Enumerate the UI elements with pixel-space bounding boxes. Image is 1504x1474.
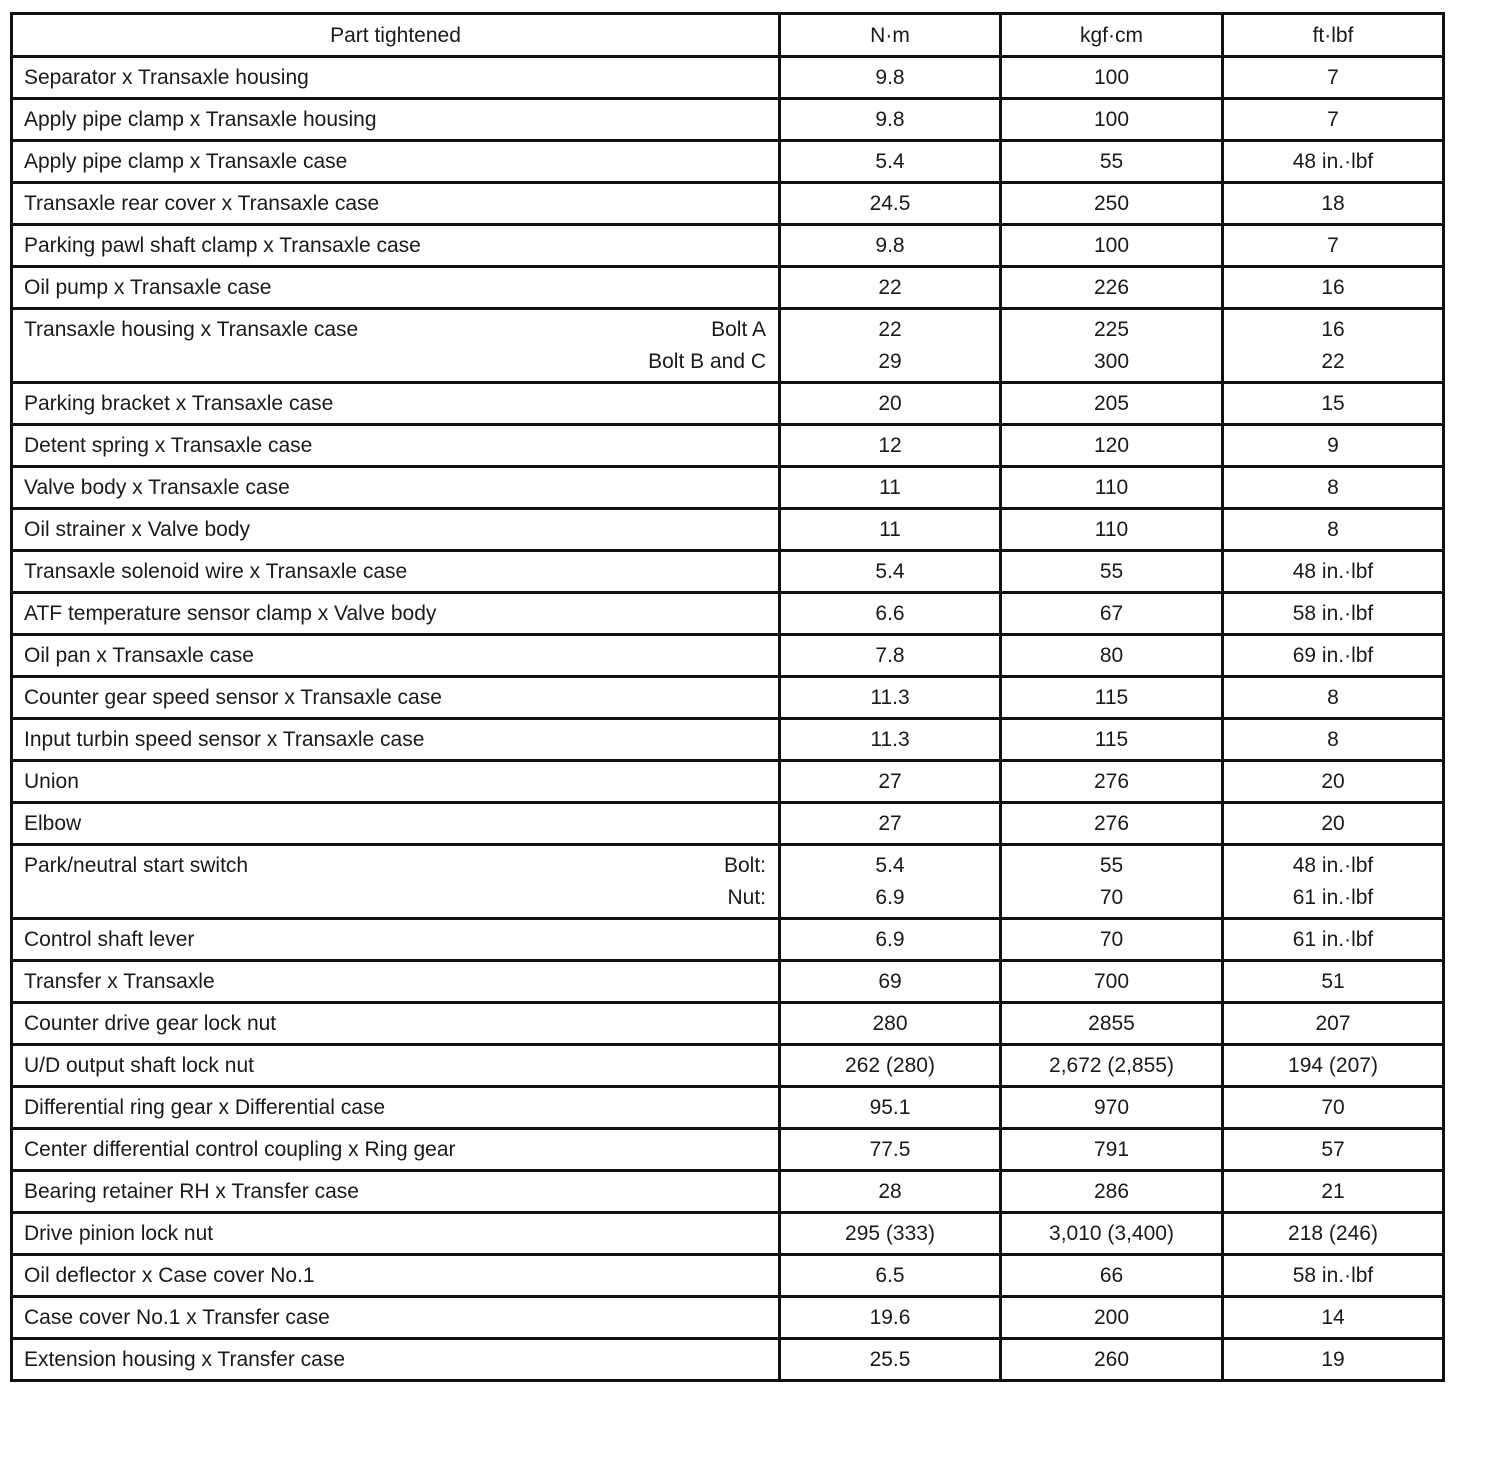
ft-lbf-value: 218 (246) bbox=[1223, 1213, 1444, 1255]
part-name: Separator x Transaxle housing bbox=[12, 57, 780, 99]
part-name: Apply pipe clamp x Transaxle housing bbox=[12, 99, 780, 141]
ft-lbf-value: 7 bbox=[1223, 225, 1444, 267]
part-name: U/D output shaft lock nut bbox=[12, 1045, 780, 1087]
table-row bbox=[12, 1045, 1444, 1087]
nm-value: 11 bbox=[780, 467, 1001, 509]
kgf-cm-value: 700 bbox=[1001, 961, 1223, 1003]
table-row bbox=[12, 183, 1444, 225]
table-row bbox=[12, 1129, 1444, 1171]
kgf-cm-value: 3,010 (3,400) bbox=[1001, 1213, 1223, 1255]
table-row bbox=[12, 961, 1444, 1003]
ft-lbf-value: 207 bbox=[1223, 1003, 1444, 1045]
nm-value: 28 bbox=[780, 1171, 1001, 1213]
nm-value: 29 bbox=[878, 349, 902, 373]
nm-value: 11.3 bbox=[780, 677, 1001, 719]
part-name: Transfer x Transaxle bbox=[12, 961, 780, 1003]
part-name: Control shaft lever bbox=[12, 919, 780, 961]
nm-value: 262 (280) bbox=[780, 1045, 1001, 1087]
table-row bbox=[12, 845, 1444, 919]
kgf-cm-value: 70 bbox=[1001, 919, 1223, 961]
table-row bbox=[12, 57, 1444, 99]
ft-lbf-value: 22 bbox=[1321, 349, 1345, 373]
ft-lbf-value: 8 bbox=[1223, 467, 1444, 509]
nm-value: 27 bbox=[780, 803, 1001, 845]
kgf-cm-value: 55 bbox=[1001, 141, 1223, 183]
table-row bbox=[12, 1171, 1444, 1213]
nm-value: 9.8 bbox=[780, 225, 1001, 267]
ft-lbf-value: 61 in.·lbf bbox=[1292, 885, 1374, 909]
nm-value: 5.4 bbox=[780, 141, 1001, 183]
nm-value: 19.6 bbox=[780, 1297, 1001, 1339]
table-row bbox=[12, 467, 1444, 509]
kgf-cm-value: 110 bbox=[1001, 467, 1223, 509]
nm-value: 69 bbox=[780, 961, 1001, 1003]
table-row bbox=[12, 1339, 1444, 1381]
kgf-cm-value: 791 bbox=[1001, 1129, 1223, 1171]
ft-lbf-value: 14 bbox=[1223, 1297, 1444, 1339]
part-name: Union bbox=[12, 761, 780, 803]
nm-value: 22 bbox=[780, 267, 1001, 309]
kgf-cm-value: 66 bbox=[1001, 1255, 1223, 1297]
ft-lbf-value: 57 bbox=[1223, 1129, 1444, 1171]
part-name: Case cover No.1 x Transfer case bbox=[12, 1297, 780, 1339]
part-name: Parking bracket x Transaxle case bbox=[12, 383, 780, 425]
ft-lbf-value: 9 bbox=[1223, 425, 1444, 467]
table-row bbox=[12, 761, 1444, 803]
nm-value: 280 bbox=[780, 1003, 1001, 1045]
kgf-cm-value: 100 bbox=[1001, 99, 1223, 141]
part-name: Oil strainer x Valve body bbox=[12, 509, 780, 551]
nm-value: 95.1 bbox=[780, 1087, 1001, 1129]
kgf-cm-value: 115 bbox=[1001, 719, 1223, 761]
part-name: ATF temperature sensor clamp x Valve body bbox=[12, 593, 780, 635]
nm-value: 5.4 bbox=[875, 853, 905, 877]
table-row bbox=[12, 225, 1444, 267]
part-name: Elbow bbox=[12, 803, 780, 845]
table-row bbox=[12, 1255, 1444, 1297]
ft-lbf-value: 51 bbox=[1223, 961, 1444, 1003]
ft-lbf-value: 61 in.·lbf bbox=[1223, 919, 1444, 961]
part-name: Input turbin speed sensor x Transaxle case bbox=[12, 719, 780, 761]
nm-value: 20 bbox=[780, 383, 1001, 425]
sub-labels bbox=[648, 314, 766, 378]
part-split bbox=[24, 314, 778, 378]
part-cell bbox=[12, 309, 780, 383]
nm-value: 24.5 bbox=[780, 183, 1001, 225]
ft-lbf-value: 18 bbox=[1223, 183, 1444, 225]
kgf-cm-value: 120 bbox=[1001, 425, 1223, 467]
part-name: Counter drive gear lock nut bbox=[12, 1003, 780, 1045]
ft-lbf-value: 48 in.·lbf bbox=[1223, 141, 1444, 183]
ft-lbf-value: 15 bbox=[1223, 383, 1444, 425]
table-row bbox=[12, 141, 1444, 183]
nm-value-cell bbox=[780, 845, 1001, 919]
ft-lbf-value: 8 bbox=[1223, 719, 1444, 761]
table-row bbox=[12, 99, 1444, 141]
ft-lbf-value: 16 bbox=[1321, 317, 1345, 341]
ft-lbf-value: 194 (207) bbox=[1223, 1045, 1444, 1087]
part-name: Transaxle housing x Transaxle case bbox=[24, 317, 359, 341]
kgf-cm-value: 55 bbox=[1099, 853, 1124, 877]
nm-value: 11.3 bbox=[780, 719, 1001, 761]
nm-value: 5.4 bbox=[780, 551, 1001, 593]
table-row bbox=[12, 803, 1444, 845]
ft-lbf-value: 21 bbox=[1223, 1171, 1444, 1213]
ft-lbf-value: 16 bbox=[1223, 267, 1444, 309]
fastener-label: Bolt: bbox=[723, 853, 766, 877]
kgf-cm-value: 100 bbox=[1001, 57, 1223, 99]
part-cell bbox=[12, 845, 780, 919]
ft-lbf-value: 8 bbox=[1223, 677, 1444, 719]
part-name: Oil pan x Transaxle case bbox=[12, 635, 780, 677]
kgf-cm-value: 55 bbox=[1001, 551, 1223, 593]
kgf-cm-value: 226 bbox=[1001, 267, 1223, 309]
kgf-cm-value: 250 bbox=[1001, 183, 1223, 225]
fastener-label: Bolt B and C bbox=[648, 349, 766, 373]
nm-value: 9.8 bbox=[780, 57, 1001, 99]
part-name: Differential ring gear x Differential case bbox=[12, 1087, 780, 1129]
kgf-cm-value: 110 bbox=[1001, 509, 1223, 551]
kgf-cm-value: 70 bbox=[1099, 885, 1124, 909]
ft-lbf-value: 48 in.·lbf bbox=[1292, 853, 1374, 877]
ft-lbf-value: 8 bbox=[1223, 509, 1444, 551]
ft-lbf-value: 20 bbox=[1223, 761, 1444, 803]
nm-value: 12 bbox=[780, 425, 1001, 467]
nm-value: 9.8 bbox=[780, 99, 1001, 141]
table-row bbox=[12, 1087, 1444, 1129]
table-row bbox=[12, 1003, 1444, 1045]
torque-specification-table bbox=[10, 12, 1445, 1382]
ft-lbf-value: 7 bbox=[1223, 99, 1444, 141]
kgf-cm-value: 286 bbox=[1001, 1171, 1223, 1213]
kgf-cm-value: 100 bbox=[1001, 225, 1223, 267]
table-row bbox=[12, 1213, 1444, 1255]
kgf-cm-value: 276 bbox=[1001, 803, 1223, 845]
kgf-cm-value: 67 bbox=[1001, 593, 1223, 635]
nm-value: 22 bbox=[878, 317, 902, 341]
part-name: Drive pinion lock nut bbox=[12, 1213, 780, 1255]
part-name: Transaxle rear cover x Transaxle case bbox=[12, 183, 780, 225]
table-row bbox=[12, 509, 1444, 551]
table-row bbox=[12, 267, 1444, 309]
ft-lbf-value: 58 in.·lbf bbox=[1223, 1255, 1444, 1297]
part-name: Parking pawl shaft clamp x Transaxle case bbox=[12, 225, 780, 267]
fastener-label: Bolt A bbox=[711, 317, 766, 341]
header-kgf-cm: kgf·cm bbox=[1001, 14, 1223, 57]
kgf-cm-value: 200 bbox=[1001, 1297, 1223, 1339]
table-row bbox=[12, 383, 1444, 425]
kgf-cm-value: 300 bbox=[1093, 349, 1130, 373]
part-name: Valve body x Transaxle case bbox=[12, 467, 780, 509]
kgf-cm-value: 80 bbox=[1001, 635, 1223, 677]
part-split bbox=[24, 850, 778, 914]
kgf-cm-value: 276 bbox=[1001, 761, 1223, 803]
ft-lbf-value: 7 bbox=[1223, 57, 1444, 99]
ft-lbf-value: 19 bbox=[1223, 1339, 1444, 1381]
part-name: Oil deflector x Case cover No.1 bbox=[12, 1255, 780, 1297]
part-name: Center differential control coupling x Ring gear bbox=[12, 1129, 780, 1171]
table-row bbox=[12, 309, 1444, 383]
part-name: Apply pipe clamp x Transaxle case bbox=[12, 141, 780, 183]
ft-lbf-value: 48 in.·lbf bbox=[1223, 551, 1444, 593]
kgf-cm-value: 205 bbox=[1001, 383, 1223, 425]
fastener-label: Nut: bbox=[727, 885, 766, 909]
table-row bbox=[12, 425, 1444, 467]
nm-value: 11 bbox=[780, 509, 1001, 551]
ft-lbf-value-cell bbox=[1223, 845, 1444, 919]
kgf-cm-value-cell bbox=[1001, 309, 1223, 383]
part-name: Counter gear speed sensor x Transaxle case bbox=[12, 677, 780, 719]
header-newton-meter: N·m bbox=[780, 14, 1001, 57]
part-name: Extension housing x Transfer case bbox=[12, 1339, 780, 1381]
table-row bbox=[12, 1297, 1444, 1339]
table-row bbox=[12, 919, 1444, 961]
kgf-cm-value: 225 bbox=[1093, 317, 1130, 341]
nm-value: 6.9 bbox=[780, 919, 1001, 961]
sub-labels bbox=[724, 850, 766, 914]
table-row bbox=[12, 677, 1444, 719]
nm-value: 295 (333) bbox=[780, 1213, 1001, 1255]
ft-lbf-value: 69 in.·lbf bbox=[1223, 635, 1444, 677]
kgf-cm-value-cell bbox=[1001, 845, 1223, 919]
table-row bbox=[12, 551, 1444, 593]
ft-lbf-value: 58 in.·lbf bbox=[1223, 593, 1444, 635]
kgf-cm-value: 970 bbox=[1001, 1087, 1223, 1129]
part-name: Bearing retainer RH x Transfer case bbox=[12, 1171, 780, 1213]
table-row bbox=[12, 593, 1444, 635]
nm-value: 25.5 bbox=[780, 1339, 1001, 1381]
table-header bbox=[12, 14, 1444, 57]
kgf-cm-value: 2855 bbox=[1001, 1003, 1223, 1045]
table-row bbox=[12, 719, 1444, 761]
nm-value-cell bbox=[780, 309, 1001, 383]
ft-lbf-value: 20 bbox=[1223, 803, 1444, 845]
nm-value: 77.5 bbox=[780, 1129, 1001, 1171]
nm-value: 27 bbox=[780, 761, 1001, 803]
nm-value: 6.9 bbox=[875, 885, 905, 909]
header-row bbox=[12, 14, 1444, 57]
kgf-cm-value: 115 bbox=[1001, 677, 1223, 719]
ft-lbf-value: 70 bbox=[1223, 1087, 1444, 1129]
nm-value: 6.5 bbox=[780, 1255, 1001, 1297]
header-part-tightened: Part tightened bbox=[12, 14, 780, 57]
nm-value: 6.6 bbox=[780, 593, 1001, 635]
nm-value: 7.8 bbox=[780, 635, 1001, 677]
part-name: Park/neutral start switch bbox=[24, 853, 249, 877]
ft-lbf-value-cell bbox=[1223, 309, 1444, 383]
header-ft-lbf: ft·lbf bbox=[1223, 14, 1444, 57]
part-name: Detent spring x Transaxle case bbox=[12, 425, 780, 467]
table-row bbox=[12, 635, 1444, 677]
part-name: Oil pump x Transaxle case bbox=[12, 267, 780, 309]
part-name: Transaxle solenoid wire x Transaxle case bbox=[12, 551, 780, 593]
table-body bbox=[12, 57, 1444, 1381]
kgf-cm-value: 260 bbox=[1001, 1339, 1223, 1381]
kgf-cm-value: 2,672 (2,855) bbox=[1001, 1045, 1223, 1087]
